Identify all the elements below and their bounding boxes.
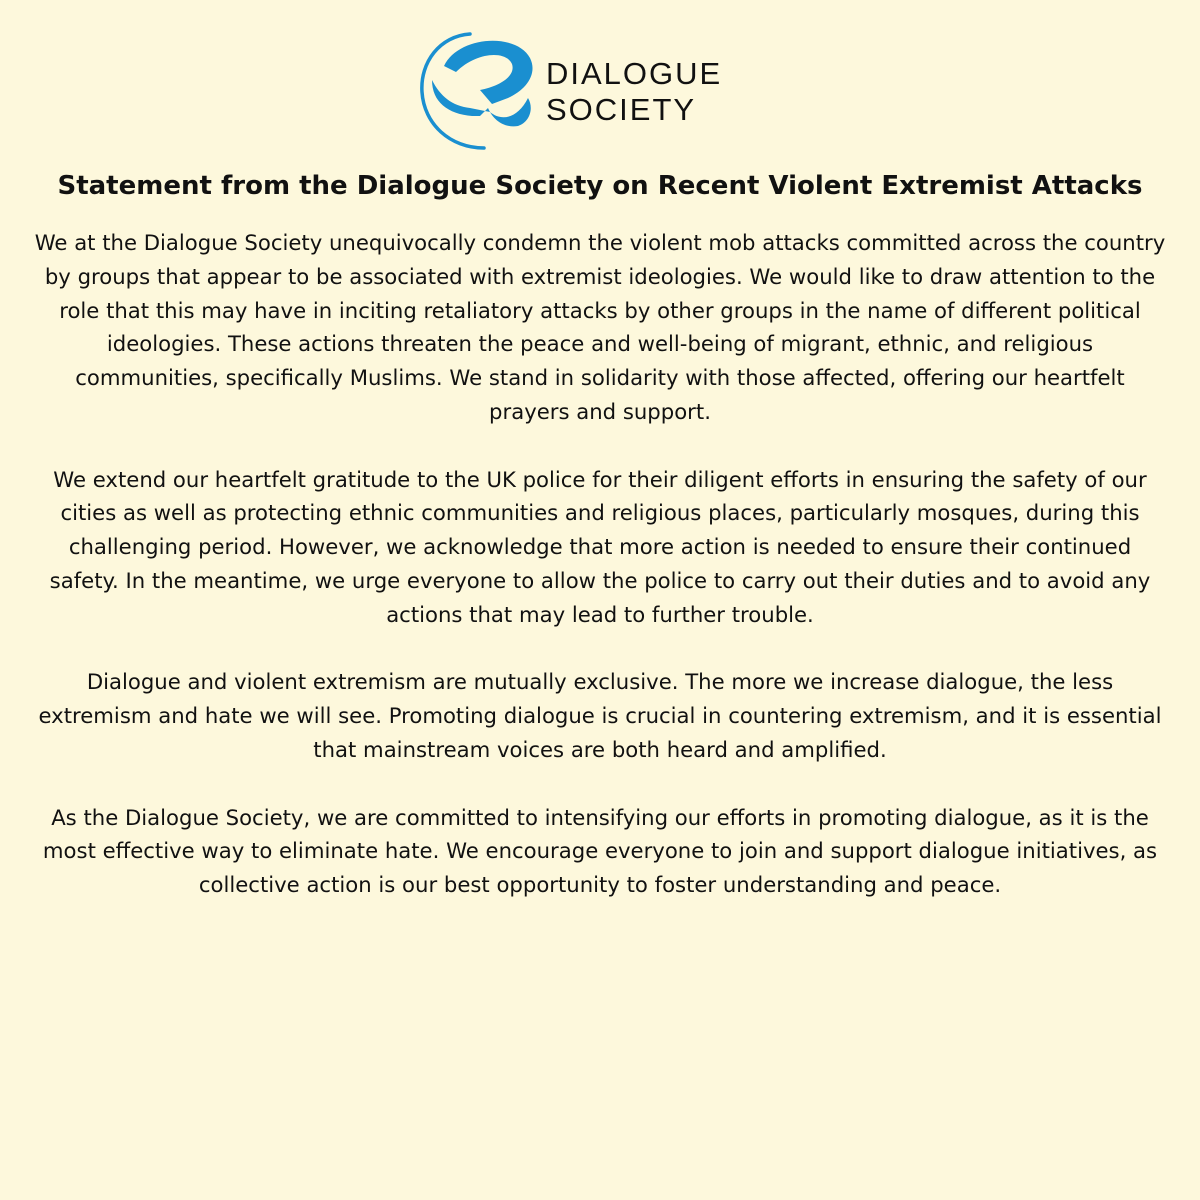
dialogue-society-logo — [418, 28, 758, 152]
dialogue-society-swirl-icon — [418, 28, 536, 152]
logo-wordmark — [546, 56, 758, 128]
paragraph-4: As the Dialogue Society, we are committed to intensifying our efforts in promoting dialogue, as it is the most effective way to eliminate hate. We encourage everyone to join and support dialogue initiatives, as collective action is our best opportunity to foster understanding and peace. — [42, 804, 1158, 898]
page-title: Statement from the Dialogue Society on Recent Violent Extremist Attacks — [57, 171, 1143, 201]
statement-body — [34, 226, 1166, 936]
logo-line-1: DIALOGUE — [546, 56, 723, 91]
paragraph-2: We extend our heartfelt gratitude to the UK police for their diligent efforts in ensuring the safety of our cities as well as protecting ethnic communities and religious places, particularly mosques, during this challenging period. However, we acknowledge that more action is needed to ensure their continued safety. In the meantime, we urge everyone to allow the police to carry out their duties and to avoid any actions that may lead to further trouble. — [49, 466, 1151, 627]
paragraph-3: Dialogue and violent extremism are mutually exclusive. The more we increase dialogue, the less extremism and hate we will see. Promoting dialogue is crucial in countering extremism, and it is essential that mainstream voices are both heard and amplified. — [38, 669, 1162, 762]
paragraph-1: We at the Dialogue Society unequivocally condemn the violent mob attacks committed across the country by groups that appear to be associated with extremist ideologies. We would like to draw attention to the role that this may have in inciting retaliatory attacks by other groups in the name of different political ideologies. These actions threaten the peace and well-being of migrant, ethnic, and religious communities, specifically Muslims. We stand in solidarity with those affected, offering our heartfelt prayers and support. — [34, 230, 1166, 424]
logo-line-2: SOCIETY — [546, 92, 697, 127]
